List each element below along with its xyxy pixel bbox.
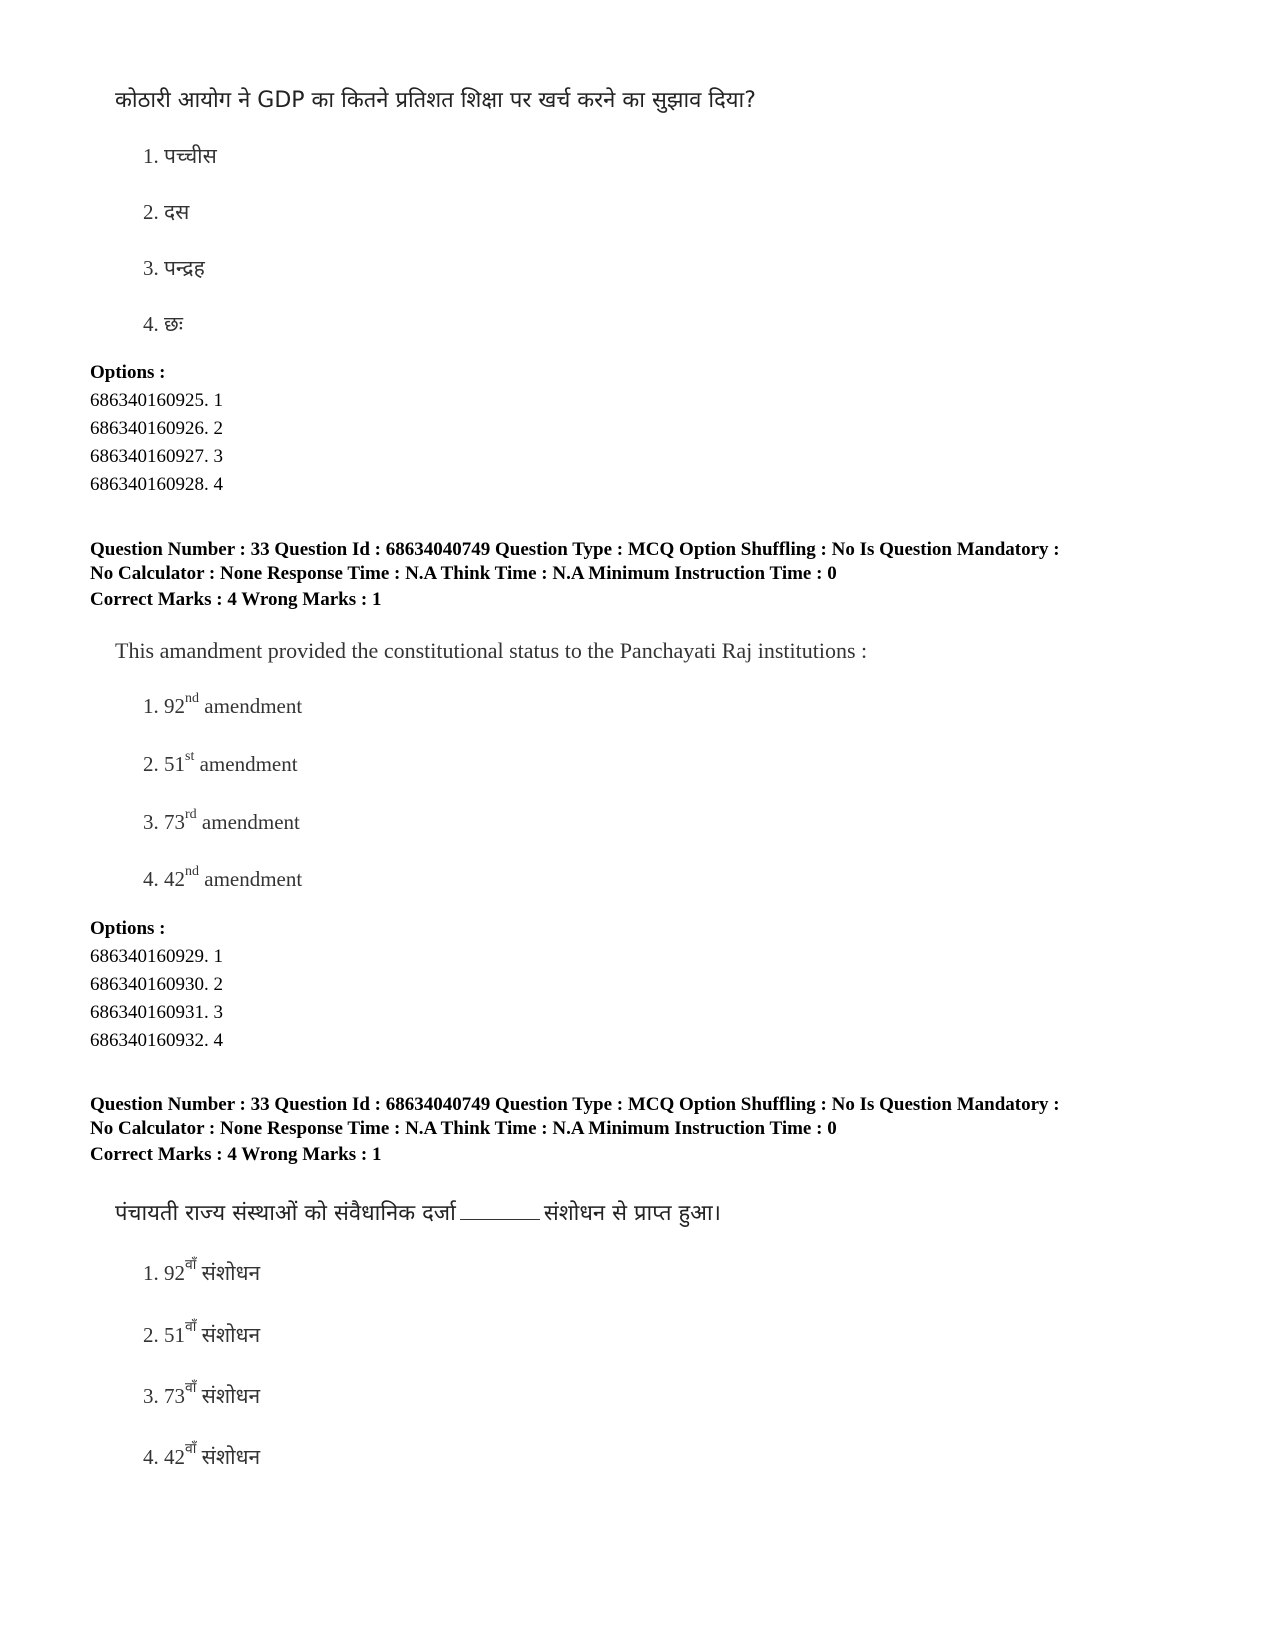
- choice-ordinal-suffix: वाँ: [185, 1319, 197, 1335]
- choice-text: पच्चीस: [164, 144, 217, 168]
- option-line: 686340160929. 1: [90, 946, 223, 967]
- choice-value: 92: [164, 694, 185, 718]
- choice-value: 42: [164, 1445, 185, 1469]
- choice-ordinal-suffix: वाँ: [185, 1380, 197, 1396]
- choice-item: [143, 749, 298, 777]
- choice-item: [143, 310, 183, 338]
- option-line: 686340160926. 2: [90, 418, 223, 439]
- question-text: कोठारी आयोग ने GDP का कितने प्रतिशत शिक्षा पर खर्च करने का सुझाव दिया?: [115, 88, 756, 113]
- choice-text: पन्द्रह: [164, 256, 205, 280]
- choice-number: 1.: [143, 694, 159, 718]
- choice-item: [143, 1381, 260, 1410]
- choice-item: [143, 1442, 260, 1471]
- choice-value: 73: [164, 1384, 185, 1408]
- question-text-before-blank: पंचायती राज्य संस्थाओं को संवैधानिक दर्जा: [115, 1201, 456, 1226]
- choice-word: संशोधन: [201, 1323, 261, 1347]
- choice-number: 3.: [143, 256, 159, 280]
- choice-number: 4.: [143, 1445, 159, 1469]
- choice-item: [143, 691, 303, 719]
- choice-ordinal-suffix: वाँ: [185, 1441, 197, 1457]
- choice-word: संशोधन: [201, 1445, 261, 1469]
- choice-ordinal-suffix: st: [185, 749, 195, 764]
- options-heading: Options :: [90, 362, 166, 383]
- choice-text: दस: [164, 200, 190, 224]
- option-line: 686340160925. 1: [90, 390, 223, 411]
- choice-item: [143, 1320, 260, 1349]
- option-line: 686340160931. 3: [90, 1002, 223, 1023]
- marks-line: Correct Marks : 4 Wrong Marks : 1: [90, 1144, 382, 1165]
- choice-number: 2.: [143, 200, 159, 224]
- choice-item: [143, 254, 205, 282]
- choice-word: amendment: [204, 867, 303, 891]
- choice-number: 2.: [143, 752, 159, 776]
- question-text: [115, 1197, 721, 1227]
- choice-word: amendment: [204, 694, 303, 718]
- choice-item: [143, 807, 300, 835]
- choice-number: 2.: [143, 1323, 159, 1347]
- choice-value: 73: [164, 810, 185, 834]
- question-meta-line: Question Number : 33 Question Id : 68634040749 Question Type : MCQ Option Shuffling : No Is Question Mandatory :: [90, 1094, 1060, 1115]
- question-meta: [90, 1093, 1060, 1141]
- choice-word: amendment: [199, 752, 298, 776]
- marks-line: Correct Marks : 4 Wrong Marks : 1: [90, 589, 382, 610]
- choice-value: 92: [164, 1261, 185, 1285]
- choice-word: संशोधन: [201, 1384, 261, 1408]
- choice-word: amendment: [201, 810, 300, 834]
- option-line: 686340160927. 3: [90, 446, 223, 467]
- option-line: 686340160928. 4: [90, 474, 223, 495]
- choice-number: 3.: [143, 810, 159, 834]
- question-meta-line: No Calculator : None Response Time : N.A Think Time : N.A Minimum Instruction Time : 0: [90, 563, 837, 584]
- choice-ordinal-suffix: nd: [185, 864, 199, 879]
- options-heading: Options :: [90, 918, 166, 939]
- choice-number: 1.: [143, 144, 159, 168]
- choice-item: [143, 864, 303, 892]
- choice-ordinal-suffix: nd: [185, 691, 199, 706]
- question-text-after-blank: संशोधन से प्राप्त हुआ।: [543, 1201, 722, 1226]
- choice-number: 4.: [143, 867, 159, 891]
- question-meta-line: No Calculator : None Response Time : N.A Think Time : N.A Minimum Instruction Time : 0: [90, 1118, 837, 1139]
- question-text: This amandment provided the constitutional status to the Panchayati Raj institutions :: [115, 638, 868, 663]
- choice-value: 42: [164, 867, 185, 891]
- choice-ordinal-suffix: वाँ: [185, 1257, 197, 1273]
- choice-number: 4.: [143, 312, 159, 336]
- choice-ordinal-suffix: rd: [185, 807, 197, 822]
- choice-item: [143, 1258, 260, 1287]
- option-line: 686340160932. 4: [90, 1030, 223, 1051]
- choice-value: 51: [164, 1323, 185, 1347]
- choice-value: 51: [164, 752, 185, 776]
- choice-number: 3.: [143, 1384, 159, 1408]
- choice-word: संशोधन: [201, 1261, 261, 1285]
- choice-text: छः: [164, 312, 183, 336]
- question-meta: [90, 538, 1060, 586]
- choice-item: [143, 198, 189, 226]
- choice-item: [143, 142, 217, 170]
- question-meta-line: Question Number : 33 Question Id : 68634040749 Question Type : MCQ Option Shuffling : No Is Question Mandatory :: [90, 539, 1060, 560]
- fill-in-blank: [460, 1219, 540, 1220]
- option-line: 686340160930. 2: [90, 974, 223, 995]
- choice-number: 1.: [143, 1261, 159, 1285]
